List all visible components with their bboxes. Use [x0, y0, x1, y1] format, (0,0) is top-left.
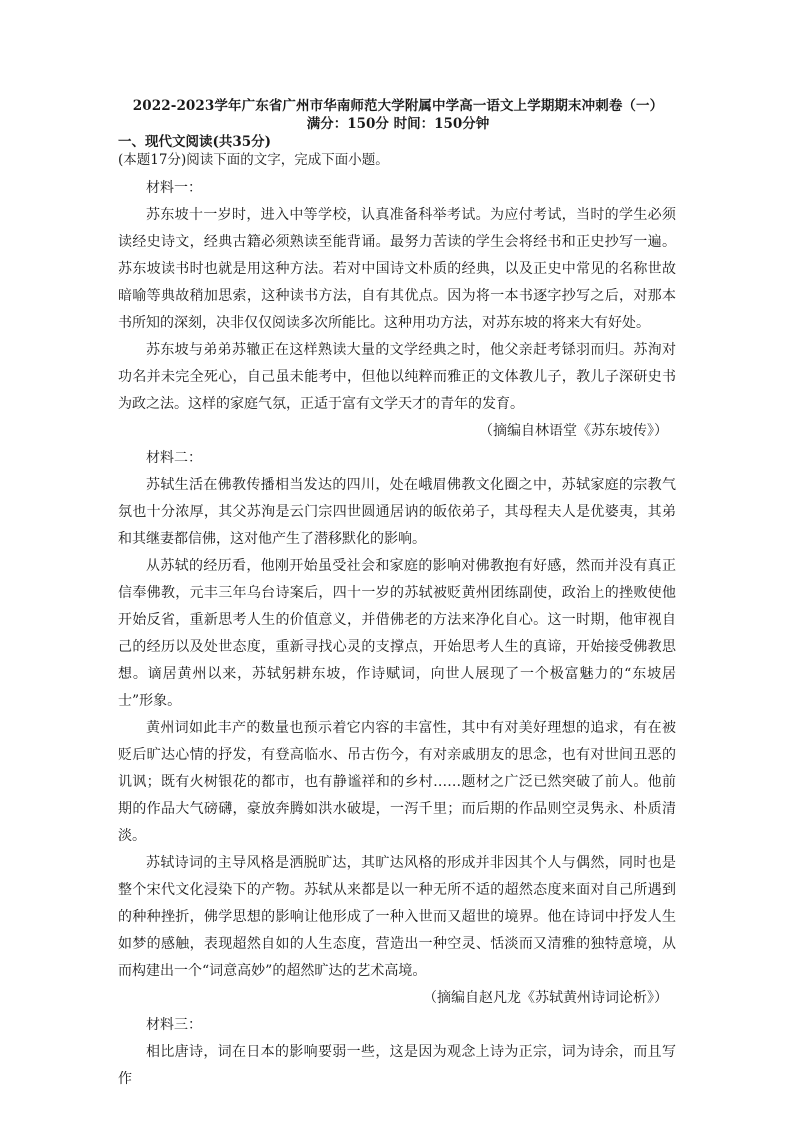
- material-1-paragraph: 苏东坡与弟弟苏辙正在这样熟读大量的文学经典之时，他父亲赶考铩羽而归。苏洵对功名并未完全死心，自己虽未能考中，但他以纯粹而雅正的文体教儿子，教儿子深研史书为政之法。这样的家庭气氛，正适于富有文学天才的青年的发育。: [118, 342, 676, 412]
- material-1-paragraph: 苏东坡十一岁时，进入中等学校，认真准备科举考试。为应付考试，当时的学生必须读经史诗文，经典古籍必须熟读至能背诵。最努力苦读的学生会将经书和正史抄写一遍。苏东坡读书时也就是用这种方法。若对中国诗文朴质的经典，以及正史中常见的名称世故暗喻等典故稍加思索，这种读书方法，自有其优点。因为将一本书逐字抄写之后，对那本书所知的深刻，决非仅仅阅读多次所能比。这种用功方法，对苏东坡的将来大有好处。: [118, 207, 676, 331]
- question-instruction: (本题17分)阅读下面的文字，完成下面小题。: [118, 152, 389, 168]
- section-heading: 一、现代文阅读(共35分): [118, 134, 272, 150]
- material-2-paragraph: 黄州词如此丰产的数量也预示着它内容的丰富性，其中有对美好理想的追求，有在被贬后旷达心情的抒发，有登高临水、吊古伤今，有对亲戚朋友的思念，也有对世间丑恶的讥讽；既有火树银花的都市，也有静谧祥和的乡村……题材之广泛已然突破了前人。他前期的作品大气磅礴，豪放奔腾如洪水破堤，一泻千里；而后期的作品则空灵隽永、朴质清淡。: [118, 720, 676, 844]
- reading-passage: [118, 175, 676, 1093]
- material-1-source: （摘编自林语堂《苏东坡传》）: [479, 423, 668, 439]
- material-2-paragraph: 从苏轼的经历看，他刚开始虽受社会和家庭的影响对佛教抱有好感，然而并没有真正信奉佛教，元丰三年乌台诗案后，四十一岁的苏轼被贬黄州团练副使，政治上的挫败使他开始反省，重新思考人生的价值意义，并借佛老的方法来净化自心。这一时期，他审视自己的经历以及处世态度，重新寻找心灵的支撑点，开始思考人生的真谛，开始接受佛教思想。谪居黄州以来，苏轼躬耕东坡，作诗赋词，向世人展现了一个极富魅力的“东坡居士”形象。: [118, 558, 676, 709]
- material-1-label: 材料一：: [146, 180, 202, 196]
- material-3-label: 材料三：: [146, 1017, 202, 1033]
- material-2-label: 材料二：: [146, 450, 202, 466]
- material-2-paragraph: 苏轼诗词的主导风格是洒脱旷达，其旷达风格的形成并非因其个人与偶然，同时也是整个宋代文化浸染下的产物。苏轼从来都是以一种无所不适的超然态度来面对自己所遇到的种种挫折，佛学思想的影响让他形成了一种入世而又超世的境界。他在诗词中抒发人生如梦的感触，表现超然自如的人生态度，营造出一种空灵、恬淡而又清雅的独特意境，从而构建出一个“词意高妙”的超然旷达的艺术高境。: [118, 855, 676, 979]
- material-2-paragraph: 苏轼生活在佛教传播相当发达的四川，处在峨眉佛教文化圈之中，苏轼家庭的宗教气氛也十分浓厚，其父苏洵是云门宗四世圆通居讷的皈依弟子，其母程夫人是优婆夷，其弟和其继妻都信佛，这对他产生了潜移默化的影响。: [118, 477, 676, 547]
- material-3-paragraph: 相比唐诗，词在日本的影响要弱一些，这是因为观念上诗为正宗，词为诗余，而且写作: [118, 1044, 676, 1087]
- exam-info: 满分：150分 时间：150分钟: [306, 116, 490, 132]
- material-2-source: （摘编自赵凡龙《苏轼黄州诗词论析》）: [423, 990, 668, 1006]
- document-title: 2022-2023学年广东省广州市华南师范大学附属中学高一语文上学期期末冲刺卷（一）: [132, 98, 664, 114]
